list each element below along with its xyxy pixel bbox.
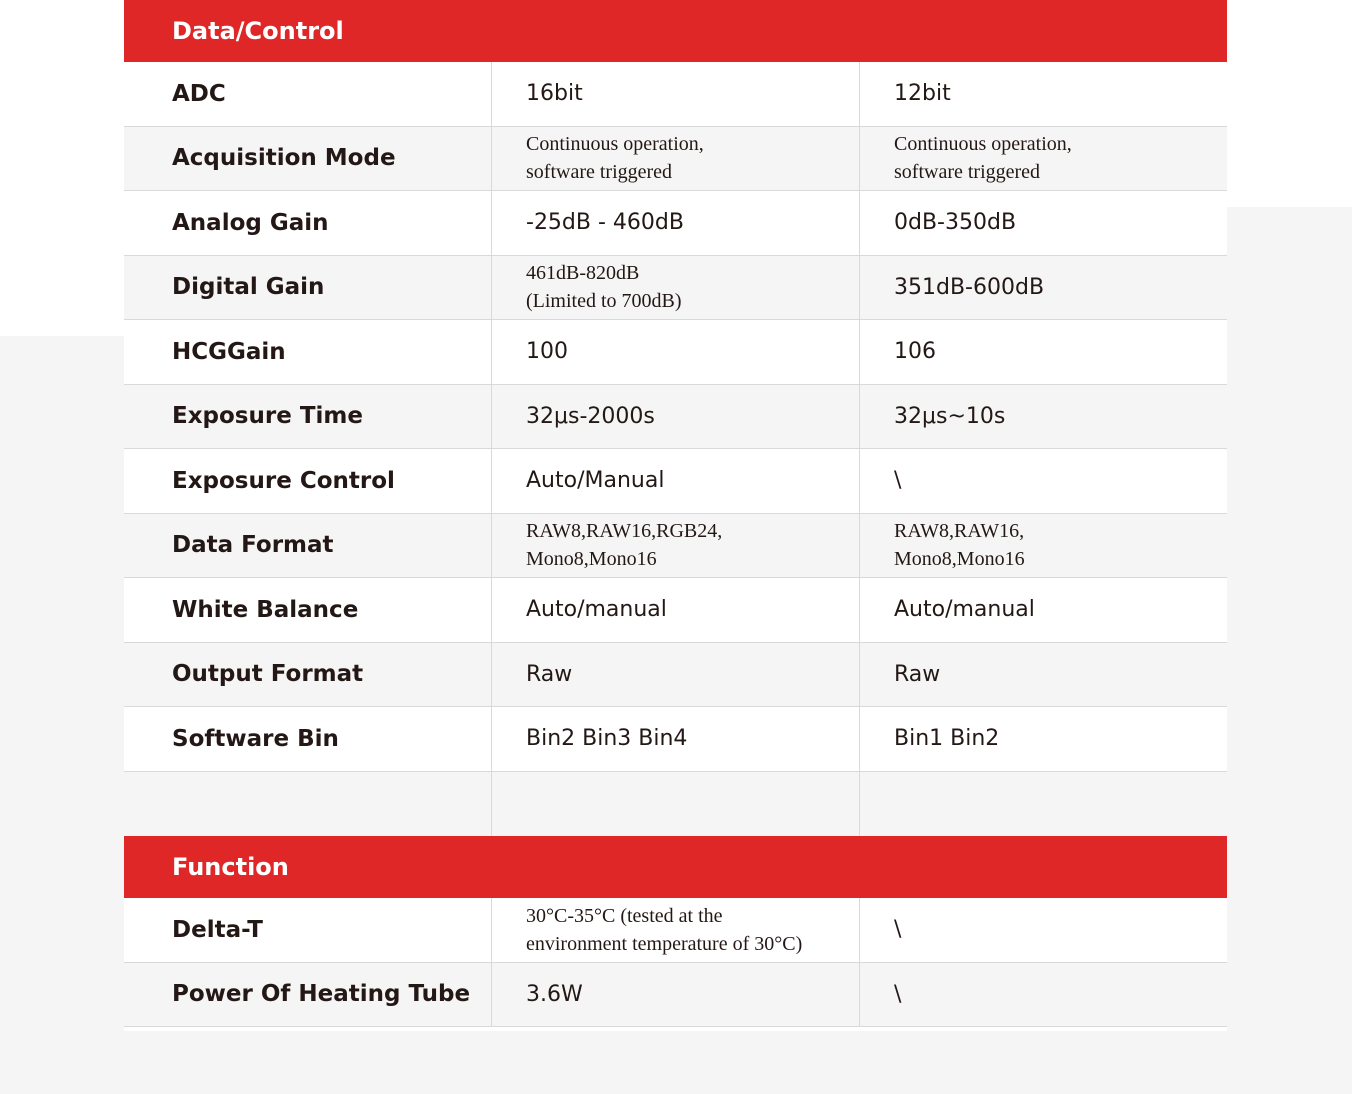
table-row-power-of-heating-tube xyxy=(124,963,1227,1028)
background-grey-left xyxy=(0,336,124,1094)
row-value-1-line-1: 30°C-35°C (tested at the xyxy=(526,904,723,927)
table-row-acquisition-mode xyxy=(124,127,1227,192)
table-row-empty xyxy=(124,772,1227,837)
row-label: Software Bin xyxy=(124,707,492,771)
background-white-right xyxy=(1227,0,1352,207)
table-row-output-format xyxy=(124,643,1227,708)
table-row-adc xyxy=(124,62,1227,127)
row-value-1-empty xyxy=(492,772,860,837)
table-row-hcggain xyxy=(124,320,1227,385)
row-value-1: Auto/manual xyxy=(492,578,860,642)
row-value-1: 32μs-2000s xyxy=(492,385,860,449)
row-label: Acquisition Mode xyxy=(124,127,492,191)
row-value-2 xyxy=(860,514,1227,578)
row-label: Data Format xyxy=(124,514,492,578)
row-label: Delta-T xyxy=(124,898,492,962)
row-value-1-line-2: software triggered xyxy=(526,161,673,184)
table-row-delta-t xyxy=(124,898,1227,963)
section-title: Function xyxy=(172,853,289,881)
row-value-2: \ xyxy=(894,981,902,1007)
table-row-data-format xyxy=(124,514,1227,579)
row-value-2: 32μs~10s xyxy=(894,403,1006,429)
row-value-1: Auto/Manual xyxy=(492,449,860,513)
table-row-analog-gain xyxy=(124,191,1227,256)
row-value-1: Bin2 Bin3 Bin4 xyxy=(492,707,860,771)
row-value-2 xyxy=(860,127,1227,191)
row-value-1-line-1: RAW8,RAW16,RGB24, xyxy=(526,520,723,543)
row-value-2: Raw xyxy=(894,661,941,687)
table-row-exposure-control xyxy=(124,449,1227,514)
row-value-2: Bin1 Bin2 xyxy=(894,726,1000,752)
spec-table xyxy=(124,0,1227,1027)
row-label: White Balance xyxy=(124,578,492,642)
row-value-1: 16bit xyxy=(492,62,860,126)
row-value-2: \ xyxy=(894,468,902,494)
row-label: HCGGain xyxy=(124,320,492,384)
row-label: Analog Gain xyxy=(124,191,492,255)
row-value-1 xyxy=(492,898,860,962)
table-row-exposure-time xyxy=(124,385,1227,450)
background-grey-right xyxy=(1227,207,1352,1094)
row-value-2: 106 xyxy=(894,339,936,365)
table-row-white-balance xyxy=(124,578,1227,643)
row-value-1 xyxy=(492,514,860,578)
row-value-2: 0dB-350dB xyxy=(894,210,1017,236)
row-value-1: 100 xyxy=(492,320,860,384)
row-value-1 xyxy=(492,127,860,191)
row-value-2-line-1: Continuous operation, xyxy=(894,133,1072,156)
section-header-function xyxy=(124,836,1227,898)
row-value-1 xyxy=(492,256,860,320)
row-value-1-line-1: 461dB-820dB xyxy=(526,262,640,285)
row-value-1-line-2: Mono8,Mono16 xyxy=(526,548,657,571)
row-value-2: 12bit xyxy=(894,81,951,107)
row-value-2-line-1: RAW8,RAW16, xyxy=(894,520,1025,543)
table-row-software-bin xyxy=(124,707,1227,772)
row-value-1: Raw xyxy=(492,643,860,707)
row-value-2-line-2: Mono8,Mono16 xyxy=(894,548,1025,571)
row-value-1-line-1: Continuous operation, xyxy=(526,133,704,156)
row-value-2-line-2: software triggered xyxy=(894,161,1041,184)
section-title: Data/Control xyxy=(172,17,344,45)
row-label: Exposure Control xyxy=(124,449,492,513)
row-value-1: -25dB - 460dB xyxy=(492,191,860,255)
row-label-empty xyxy=(124,772,492,837)
row-value-2-empty xyxy=(860,772,1227,837)
row-value-1-line-2: (Limited to 700dB) xyxy=(526,290,682,313)
row-value-2: 351dB-600dB xyxy=(894,274,1045,300)
row-label: Output Format xyxy=(124,643,492,707)
row-label: ADC xyxy=(124,62,492,126)
section-header-data-control xyxy=(124,0,1227,62)
background-grey-bottom xyxy=(0,1031,1352,1094)
row-value-1-line-2: environment temperature of 30°C) xyxy=(526,932,803,955)
row-label: Power Of Heating Tube xyxy=(124,963,492,1027)
table-row-digital-gain xyxy=(124,256,1227,321)
background-white-left xyxy=(0,0,124,336)
row-value-2: Auto/manual xyxy=(894,597,1035,623)
row-value-1: 3.6W xyxy=(492,963,860,1027)
row-value-2: \ xyxy=(894,917,902,943)
row-label: Exposure Time xyxy=(124,385,492,449)
row-label: Digital Gain xyxy=(124,256,492,320)
